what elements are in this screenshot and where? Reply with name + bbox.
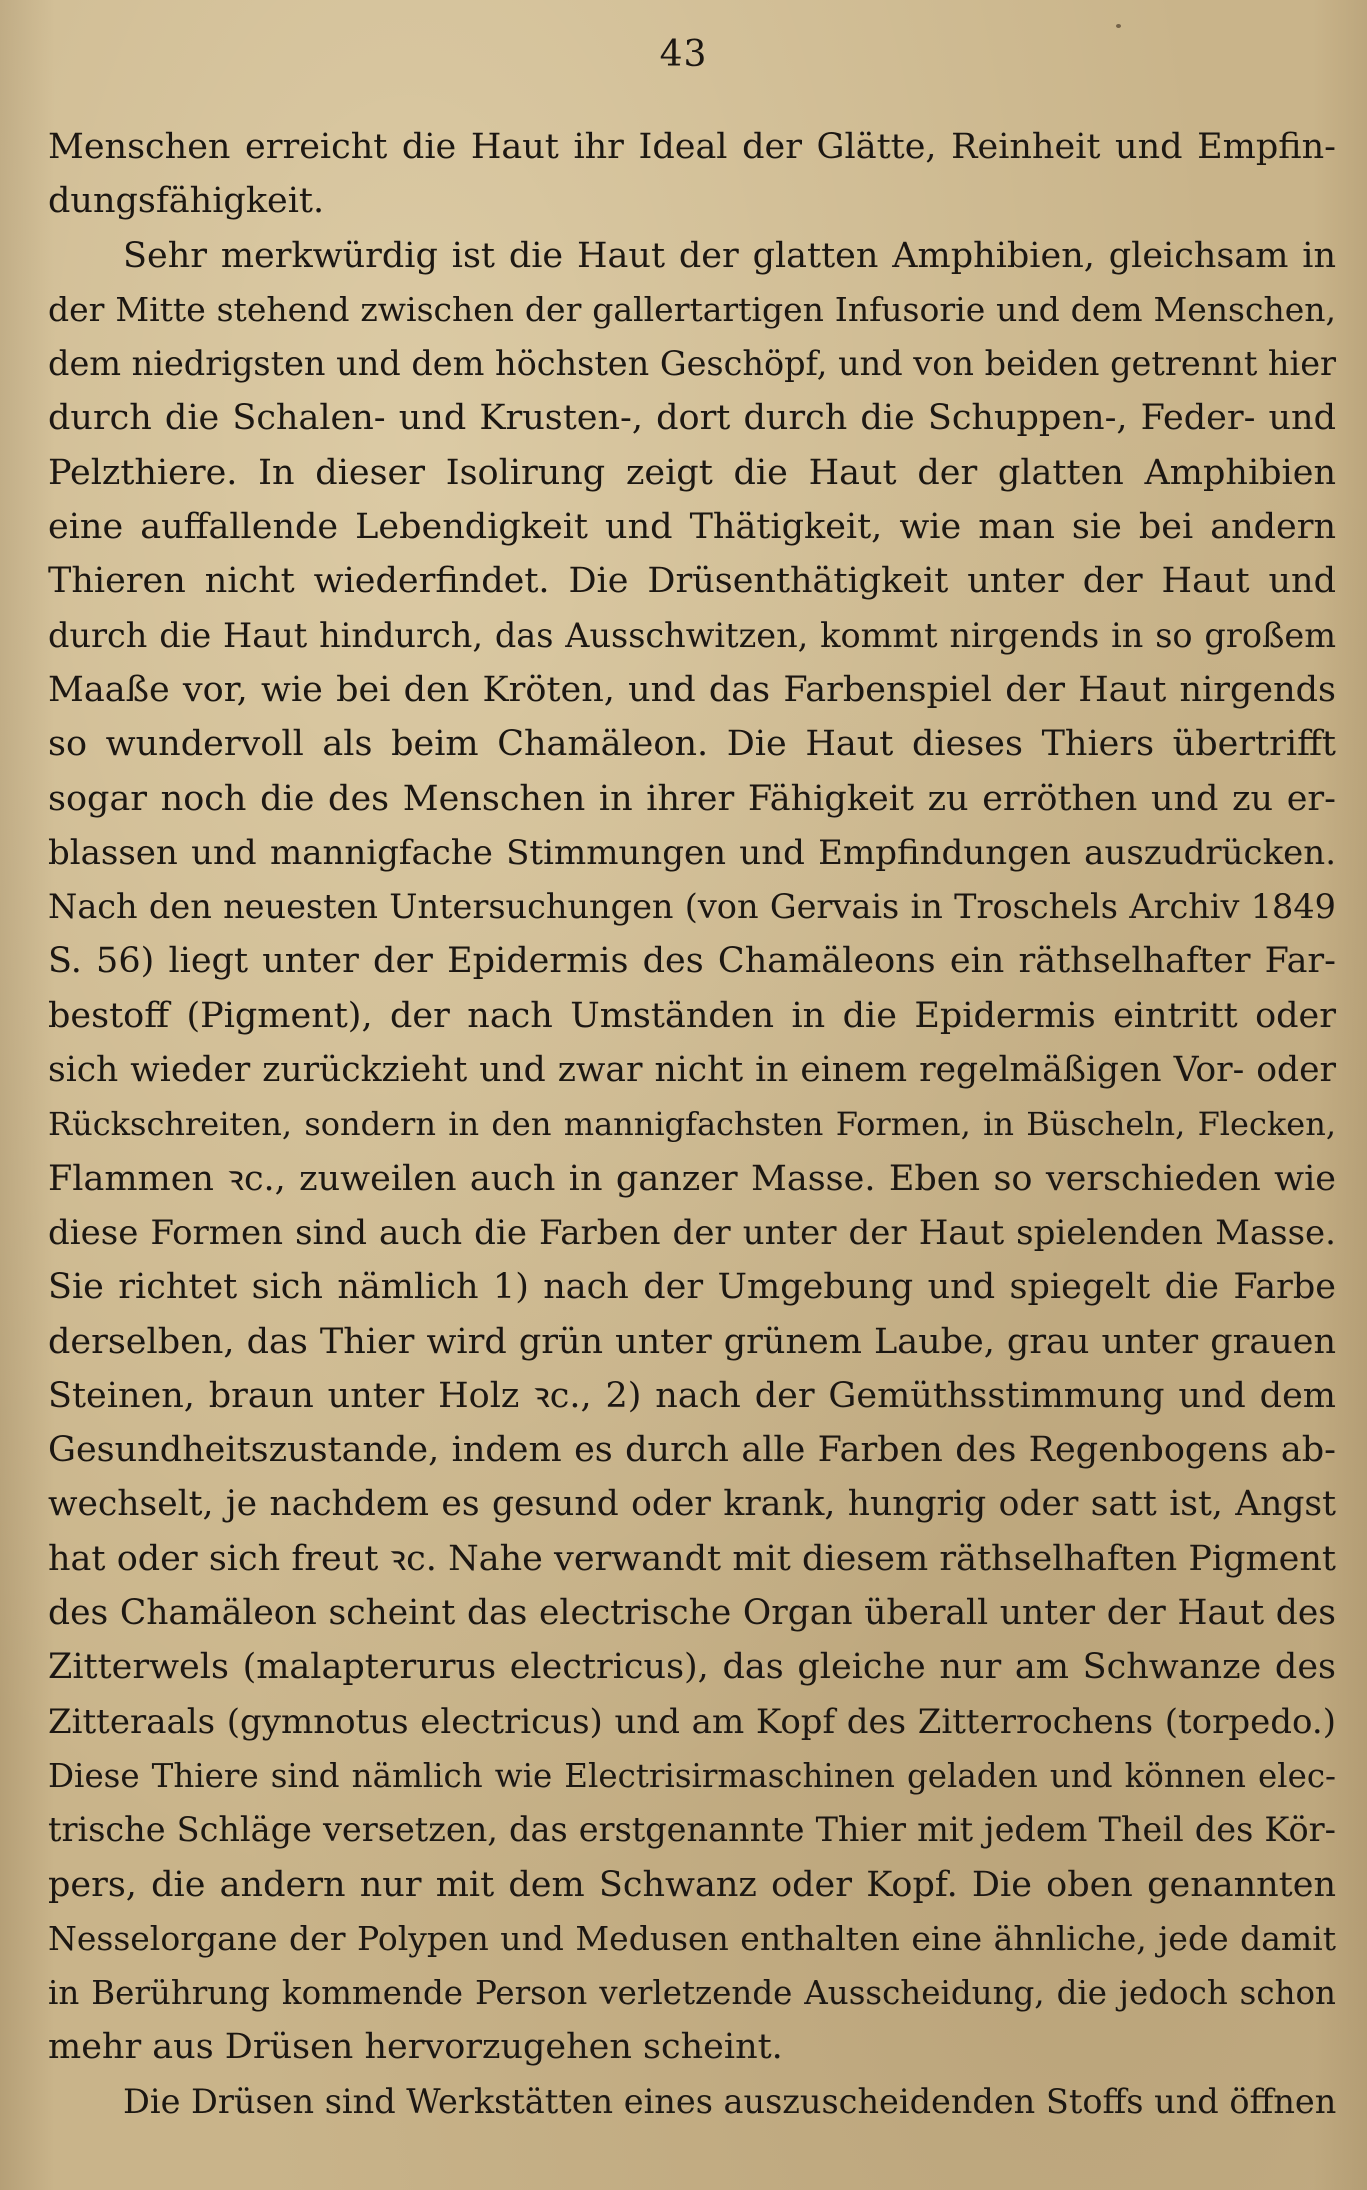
text-line: pers, die andern nur mit dem Schwanz oder Kopf. Die oben genannten xyxy=(48,1864,1336,1905)
body-text xyxy=(48,120,1336,2129)
text-line: durch die Haut hindurch, das Ausschwitzen, kommt nirgends in so großem xyxy=(48,615,1336,655)
text-line: Sie richtet sich nämlich 1) nach der Umgebung und spiegelt die Farbe xyxy=(48,1267,1336,1308)
text-line: durch die Schalen- und Krusten-, dort durch die Schuppen-, Feder- und xyxy=(48,398,1336,439)
text-line: mehr aus Drüsen hervorzugehen scheint. xyxy=(48,2027,783,2068)
text-line: wechselt, je nachdem es gesund oder krank, hungrig oder satt ist, Angst xyxy=(48,1484,1336,1525)
paper-speck xyxy=(1116,24,1121,28)
text-line: trische Schläge versetzen, das erstgenannte Thier mit jedem Theil des Kör- xyxy=(48,1810,1336,1850)
text-line: blassen und mannigfache Stimmungen und Empfindungen auszudrücken. xyxy=(48,832,1336,873)
text-line: sich wieder zurückzieht und zwar nicht in einem regelmäßigen Vor- oder xyxy=(48,1050,1336,1091)
text-line: dem niedrigsten und dem höchsten Geschöpf, und von beiden getrennt hier xyxy=(48,344,1336,384)
text-line: Menschen erreicht die Haut ihr Ideal der Glätte, Reinheit und Empfin- xyxy=(48,127,1336,167)
text-line: des Chamäleon scheint das electrische Organ überall unter der Haut des xyxy=(48,1593,1336,1634)
text-line: Thieren nicht wiederfindet. Die Drüsenthätigkeit unter der Haut und xyxy=(48,561,1336,602)
text-line: Zitteraals (gymnotus electricus) und am Kopf des Zitterrochens (torpedo.) xyxy=(48,1701,1336,1742)
paragraph-start-line: Sehr merkwürdig ist die Haut der glatten Amphibien, gleichsam in xyxy=(123,235,1336,276)
text-line: Steinen, braun unter Holz ꝛc., 2) nach der Gemüthsstimmung und dem xyxy=(48,1375,1336,1416)
text-line: S. 56) liegt unter der Epidermis des Chamäleons ein räthselhafter Far- xyxy=(48,941,1336,982)
text-line: hat oder sich freut ꝛc. Nahe verwandt mit diesem räthselhaften Pigment xyxy=(48,1538,1336,1579)
paragraph-start-line: Die Drüsen sind Werkstätten eines auszuscheidenden Stoffs und öffnen xyxy=(123,2081,1336,2121)
text-line: Pelzthiere. In dieser Isolirung zeigt die Haut der glatten Amphibien xyxy=(48,452,1336,493)
text-line: eine auffallende Lebendigkeit und Thätigkeit, wie man sie bei andern xyxy=(48,507,1336,548)
text-line: Zitterwels (malapterurus electricus), das gleiche nur am Schwanze des xyxy=(48,1647,1336,1688)
text-line: sogar noch die des Menschen in ihrer Fähigkeit zu erröthen und zu er- xyxy=(48,778,1336,819)
page-number: 43 xyxy=(659,34,708,75)
text-line: Nach den neuesten Untersuchungen (von Gervais in Troschels Archiv 1849 xyxy=(48,887,1336,927)
text-line: Rückschreiten, sondern in den mannigfachsten Formen, in Büscheln, Flecken, xyxy=(48,1105,1336,1144)
text-line: Flammen ꝛc., zuweilen auch in ganzer Masse. Eben so verschieden wie xyxy=(48,1158,1336,1199)
text-line: in Berührung kommende Person verletzende Ausscheidung, die jedoch schon xyxy=(48,1974,1336,2013)
text-line: Nesselorgane der Polypen und Medusen enthalten eine ähnliche, jede damit xyxy=(48,1918,1336,1958)
text-line: so wundervoll als beim Chamäleon. Die Haut dieses Thiers übertrifft xyxy=(48,724,1336,765)
text-line: Diese Thiere sind nämlich wie Electrisirmaschinen geladen und können elec- xyxy=(48,1756,1336,1795)
text-line: der Mitte stehend zwischen der gallertartigen Infusorie und dem Menschen, xyxy=(48,289,1336,329)
text-line: dungsfähigkeit. xyxy=(48,181,325,222)
text-line: bestoff (Pigment), der nach Umständen in die Epidermis eintritt oder xyxy=(48,995,1336,1036)
text-line: Maaße vor, wie bei den Kröten, und das Farbenspiel der Haut nirgends xyxy=(48,669,1336,710)
text-line: diese Formen sind auch die Farben der unter der Haut spielenden Masse. xyxy=(48,1212,1336,1253)
text-line: derselben, das Thier wird grün unter grünem Laube, grau unter grauen xyxy=(48,1321,1336,1362)
text-line: Gesundheitszustande, indem es durch alle Farben des Regenbogens ab- xyxy=(48,1430,1336,1471)
